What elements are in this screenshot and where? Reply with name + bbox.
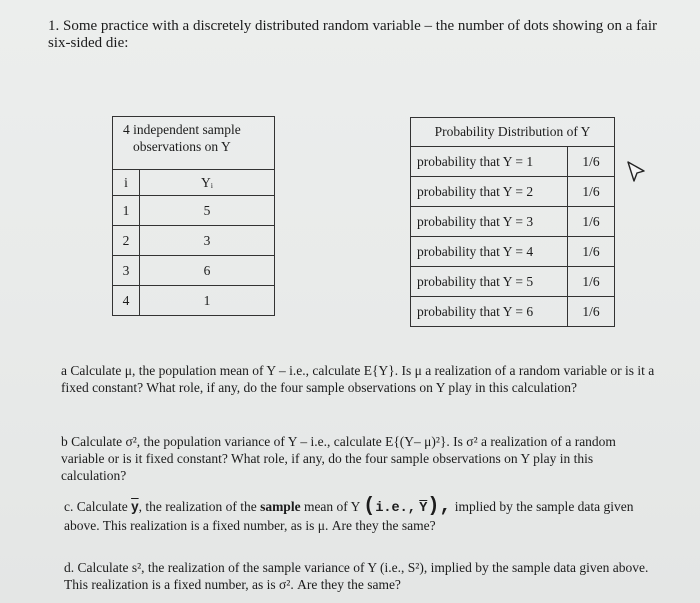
part-c-bold-sample: sample bbox=[260, 499, 301, 514]
prob-label: probability that Y = 1 bbox=[411, 147, 568, 177]
prob-value: 1/6 bbox=[568, 147, 615, 177]
column-header-i: i bbox=[113, 170, 140, 196]
part-c-prefix: c. Calculate bbox=[64, 499, 132, 514]
prob-value: 1/6 bbox=[568, 177, 615, 207]
table-row bbox=[411, 297, 615, 327]
part-c-paren-open: ( bbox=[363, 495, 376, 518]
prob-label: probability that Y = 4 bbox=[411, 237, 568, 267]
mouse-pointer-icon bbox=[625, 160, 647, 184]
table-row bbox=[411, 207, 615, 237]
part-c-ie: i.e., bbox=[375, 501, 416, 516]
part-d-text: d. Calculate s², the realization of the sample variance of Y (i.e., S²), implied by the sample data given above. This realization is a fixed number, as is σ². Are they the same? bbox=[64, 560, 649, 592]
cell-y: 1 bbox=[140, 286, 275, 316]
prob-label: probability that Y = 3 bbox=[411, 207, 568, 237]
table-row bbox=[411, 237, 615, 267]
table-row bbox=[113, 286, 275, 316]
part-c-text bbox=[64, 495, 664, 534]
cell-y: 6 bbox=[140, 256, 275, 286]
probability-distribution-table bbox=[410, 117, 615, 327]
table-row bbox=[411, 147, 615, 177]
prob-value: 1/6 bbox=[568, 267, 615, 297]
prob-value: 1/6 bbox=[568, 237, 615, 267]
table-row bbox=[411, 177, 615, 207]
prob-label: probability that Y = 5 bbox=[411, 267, 568, 297]
cell-i: 2 bbox=[113, 226, 140, 256]
cell-y: 5 bbox=[140, 196, 275, 226]
cell-y: 3 bbox=[140, 226, 275, 256]
table-row bbox=[113, 256, 275, 286]
cell-i: 1 bbox=[113, 196, 140, 226]
part-c-mid1: , the realization of the bbox=[138, 499, 261, 514]
cell-i: 4 bbox=[113, 286, 140, 316]
part-c-suffix: implied by the sample data given above. This realization is a fixed number, as is μ. Are they the same? bbox=[64, 499, 634, 533]
cell-i: 3 bbox=[113, 256, 140, 286]
question-intro: 1. Some practice with a discretely distributed random variable – the number of dots showing on a fair six-sided die: bbox=[48, 18, 658, 51]
part-c-mid2: mean of Y bbox=[300, 499, 364, 514]
part-c-paren-close: ), bbox=[427, 495, 452, 518]
part-b-text: b Calculate σ², the population variance of Y – i.e., calculate E{(Y– μ)²}. Is σ² a realization of a random variable or is it fixed constant? What role, if any, do the four sample observations on Y play in this calculation? bbox=[61, 434, 616, 483]
table-row bbox=[113, 226, 275, 256]
sample-caption-line2: observations on Y bbox=[133, 139, 231, 154]
sample-observations-table bbox=[112, 116, 275, 316]
ybar-symbol: $\overline{y}$ bbox=[131, 499, 139, 514]
prob-value: 1/6 bbox=[568, 207, 615, 237]
prob-table-caption: Probability Distribution of Y bbox=[411, 118, 615, 147]
part-a-text: a Calculate μ, the population mean of Y – i.e., calculate E{Y}. Is μ a realization of a random variable or is it a fixed constant? What role, if any, do the four sample observations on Y play in this calculation? bbox=[61, 363, 655, 395]
sample-table-caption bbox=[113, 117, 275, 170]
prob-label: probability that Y = 6 bbox=[411, 297, 568, 327]
Ybar-symbol: $\overline{Y}$ bbox=[419, 501, 428, 516]
table-row bbox=[113, 196, 275, 226]
prob-label: probability that Y = 2 bbox=[411, 177, 568, 207]
sample-caption-line1: 4 independent sample bbox=[123, 122, 241, 137]
table-row bbox=[411, 267, 615, 297]
column-header-y: Yᵢ bbox=[140, 170, 275, 196]
prob-value: 1/6 bbox=[568, 297, 615, 327]
